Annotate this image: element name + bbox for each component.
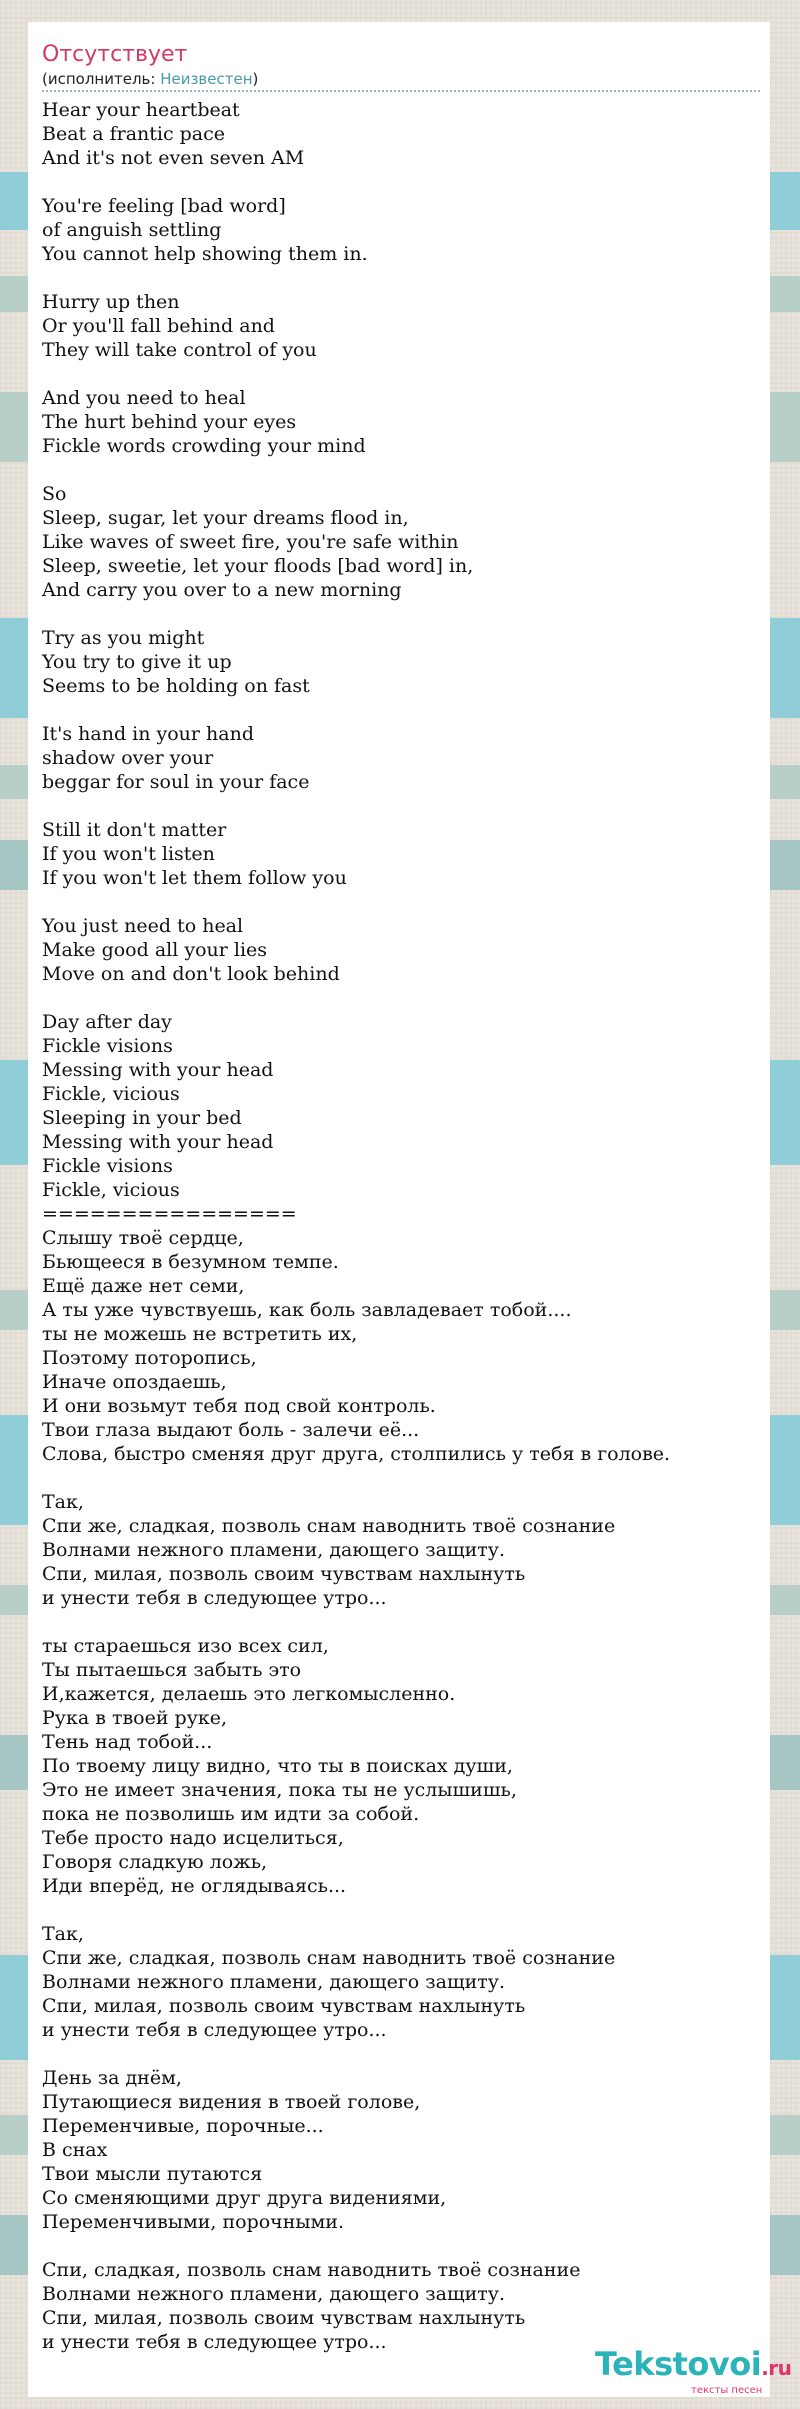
artist-line [42, 70, 258, 88]
artist-link[interactable]: Неизвестен [160, 70, 253, 88]
divider [42, 90, 760, 92]
site-logo[interactable] [595, 2345, 800, 2405]
logo-tld: .ru [761, 2356, 792, 2380]
song-title: Отсутствует [42, 42, 188, 67]
logo-tagline: тексты песен [691, 2385, 763, 2396]
lyrics-card [28, 22, 792, 2397]
lyrics-text: Hear your heartbeat Beat a frantic pace And it's not even seven AM You're feeling [bad word] of anguish settling You cannot help showing them in. Hurry up then Or you'll fall behind and They will take control of you And you need to heal The hurt behind your eyes Fickle words crowding your mind So Sleep, sugar, let your dreams flood in, Like waves of sweet fire, you're safe within Sleep, sweetie, let your floods [bad word] in, And carry you over to a new morning Try as you might You try to give it up Seems to be holding on fast It's hand in your hand shadow over your beggar for soul in your face Still it don't matter If you won't listen If you won't let them follow you You just need to heal Make good all your lies Move on and don't look behind Day after day Fickle visions Messing with your head Fickle, vicious Sleeping in your bed Messing with your head Fickle visions Fickle, vicious ================ Слышу твоё сердце, Бьющееся в безумном темпе. Ещё даже нет семи, А ты уже чувствуешь, как боль завладевает тобой.... ты не можешь не встретить их, Поэтому поторопись, Иначе опоздаешь, И они возьмут тебя под свой контроль. Твои глаза выдают боль - залечи её... Слова, быстро сменяя друг друга, столпились у тебя в голове. Так, Спи же, сладкая, позволь снам наводнить твоё сознание Волнами нежного пламени, дающего защиту. Спи, милая, позволь своим чувствам нахлынуть и унести тебя в следующее утро... ты стараешься изо всех сил, Ты пытаешься забыть это И,кажется, делаешь это легкомысленно. Рука в твоей руке, Тень над тобой... По твоему лицу видно, что ты в поисках души, Это не имеет значения, пока ты не услышишь, пока не позволишь им идти за собой. Тебе просто надо исцелиться, Говоря сладкую ложь, Иди вперёд, не оглядываясь... Так, Спи же, сладкая, позволь снам наводнить твоё сознание Волнами нежного пламени, дающего защиту. Спи, милая, позволь своим чувствам нахлынуть и унести тебя в следующее утро... День за днём, Путающиеся видения в твоей голове, Переменчивые, порочные... В снах Твои мысли путаются Со сменяющими друг друга видениями, Переменчивыми, порочными. Спи, сладкая, позволь снам наводнить твоё сознание Волнами нежного пламени, дающего защиту. Спи, милая, позволь своим чувствам нахлынуть и унести тебя в следующее утро... [42, 99, 671, 2353]
artist-prefix: (исполнитель: [42, 70, 161, 88]
artist-suffix: ) [252, 70, 259, 88]
logo-name: Tekstovoi [595, 2345, 762, 2383]
logo-wordmark [595, 2345, 791, 2383]
